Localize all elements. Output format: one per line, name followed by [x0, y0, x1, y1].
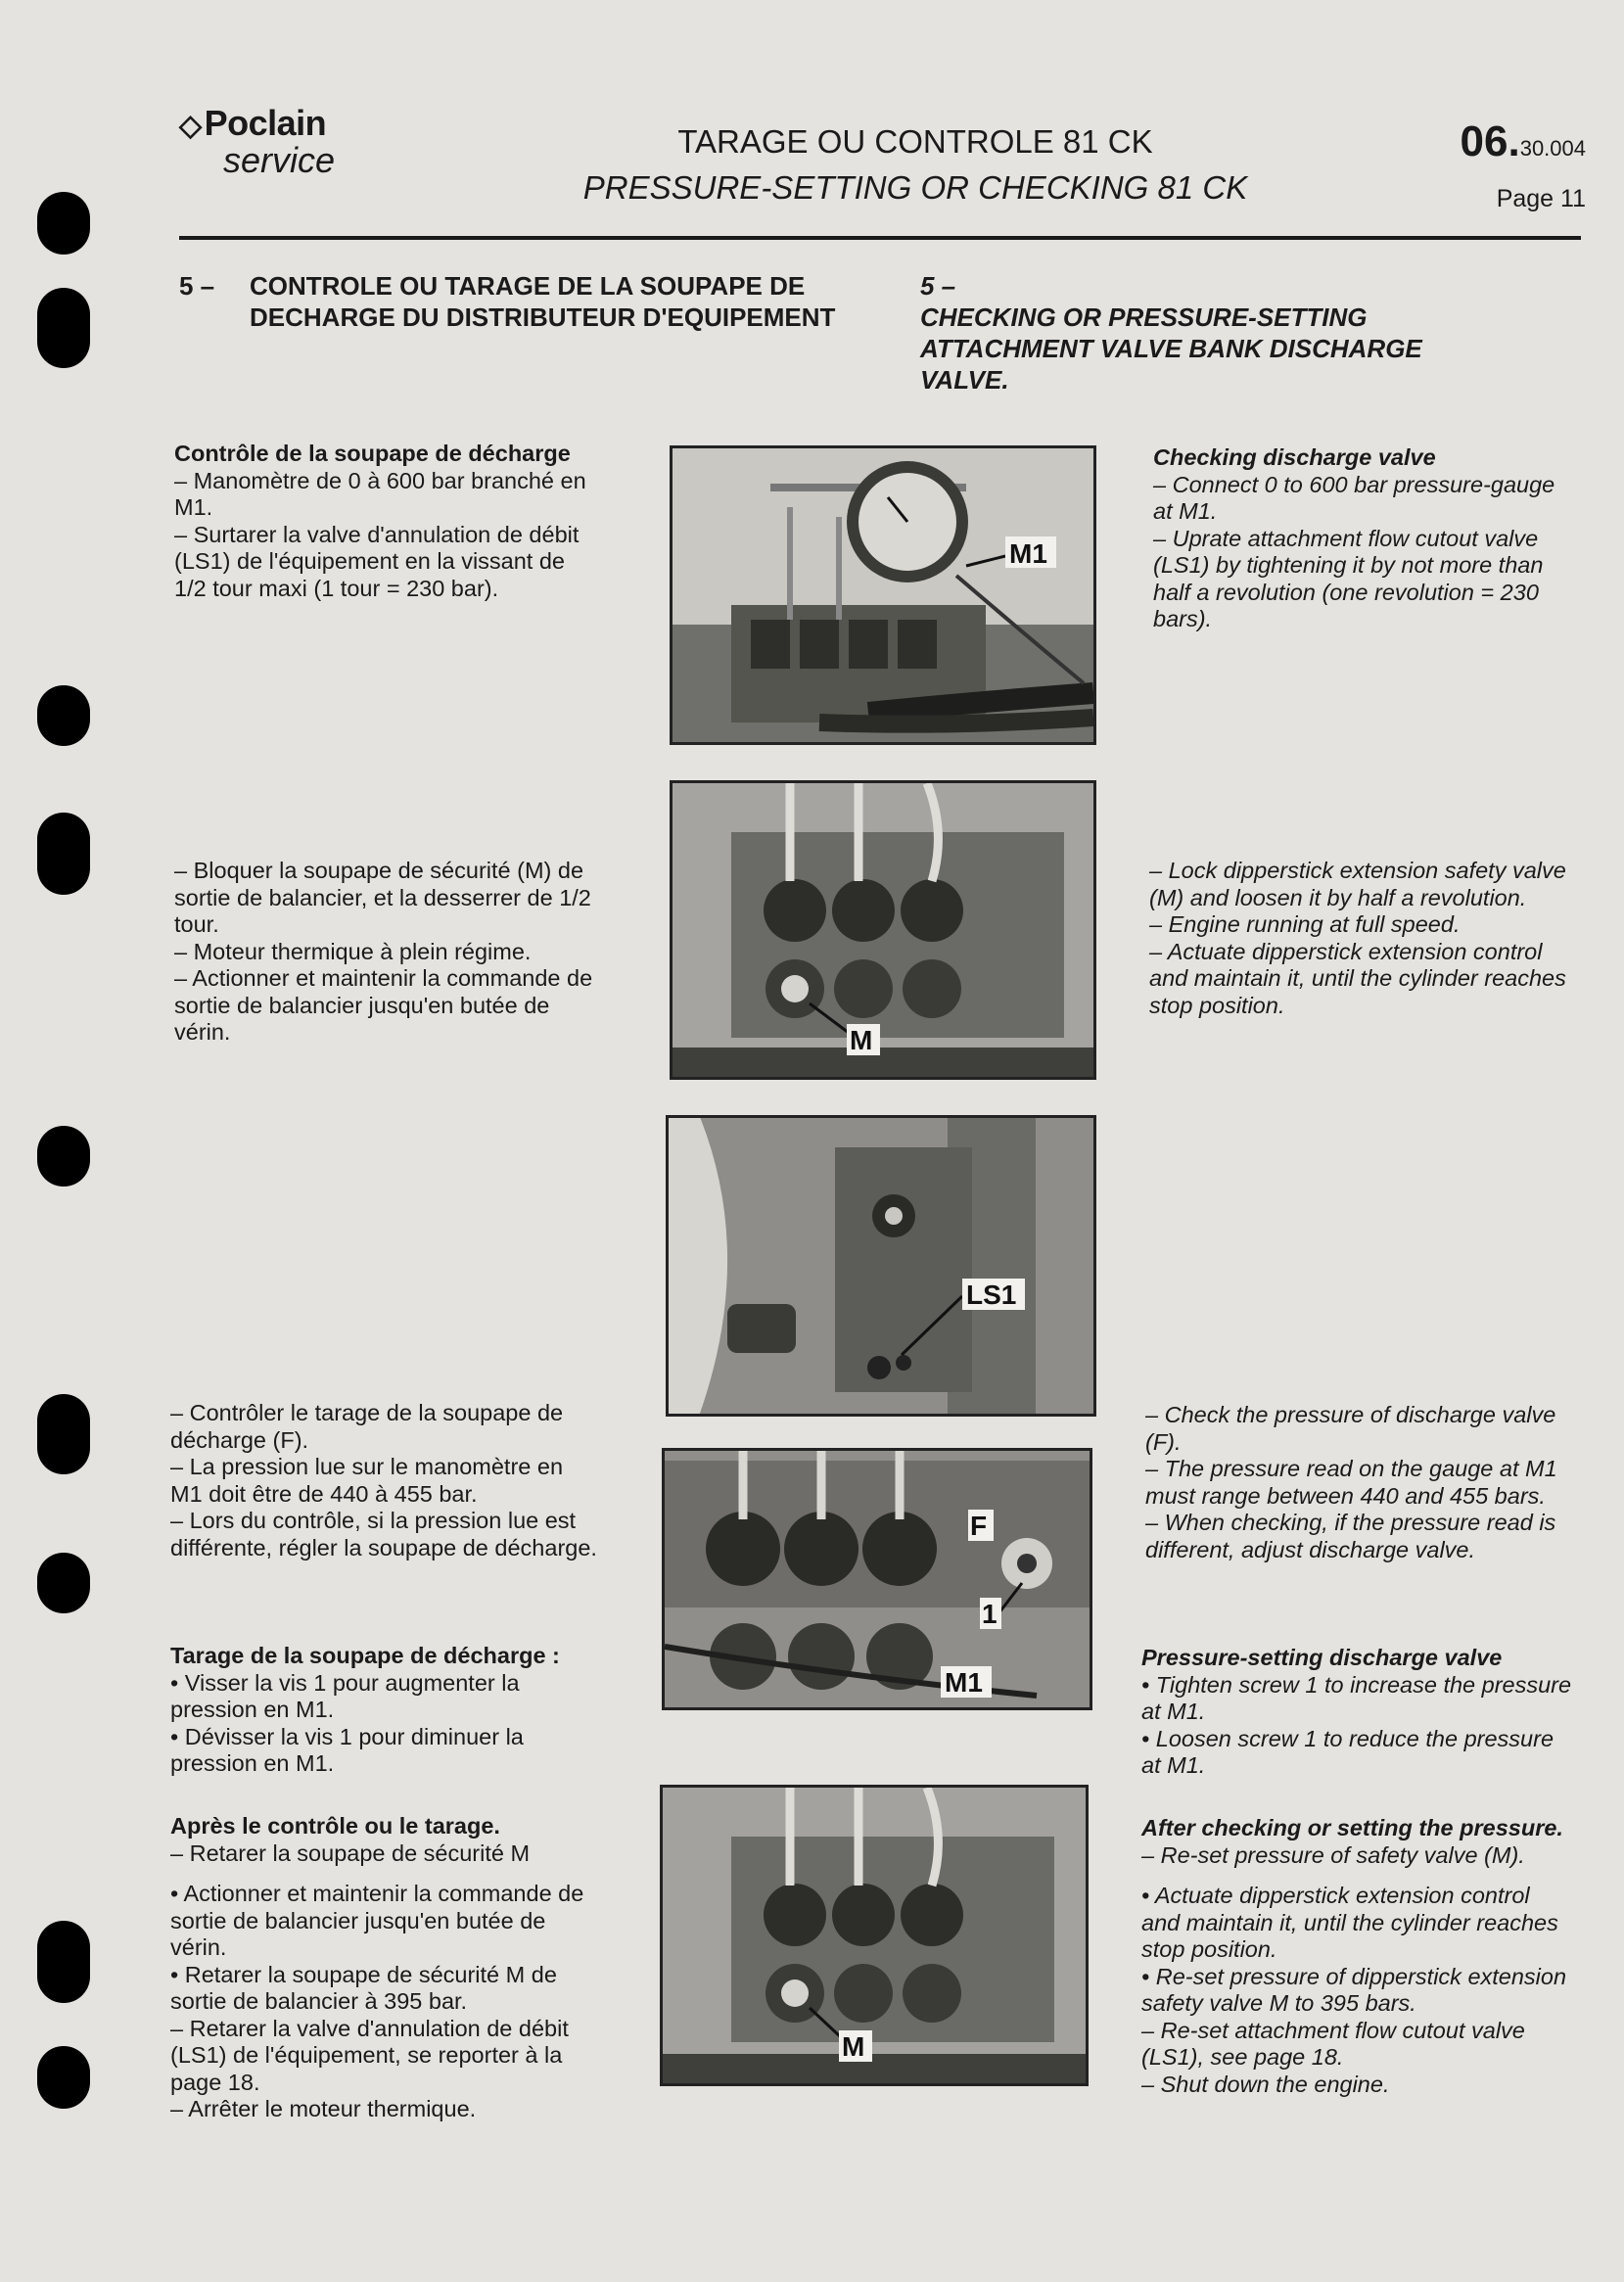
en-text: • Loosen screw 1 to reduce the pressure at M1.: [1141, 1725, 1554, 1778]
fr-text: – Surtarer la valve d'annulation de débit (LS1) de l'équipement en la vissant de 1/2 tour maxi (1 tour = 230 bar).: [174, 521, 580, 601]
photo-discharge-valve-f: [662, 1448, 1092, 1710]
label-m1: M1: [1009, 538, 1047, 569]
binder-hole: [37, 1921, 90, 2003]
poclain-logo: [179, 103, 326, 144]
label-screw-1: 1: [982, 1599, 998, 1629]
logo-text: Poclain: [204, 103, 327, 143]
binder-hole: [37, 685, 90, 746]
fr-text: – Moteur thermique à plein régime.: [174, 938, 532, 964]
photo-safety-valve-m-reset: [660, 1785, 1089, 2086]
en-block-check-pressure: [1145, 1402, 1572, 1563]
photo-gauge-m1: [670, 445, 1096, 745]
section-heading-en: CHECKING OR PRESSURE-SETTING ATTACHMENT VALVE BANK DISCHARGE VALVE.: [920, 303, 1422, 395]
fr-text: • Retarer la soupape de sécurité M de sortie de balancier à 395 bar.: [170, 1961, 557, 2014]
fr-heading-checking: Contrôle de la soupape de décharge: [174, 441, 571, 466]
en-block-checking: [1153, 444, 1580, 633]
binder-hole: [37, 1553, 90, 1613]
en-text: – Engine running at full speed.: [1149, 911, 1461, 937]
label-f: F: [970, 1511, 988, 1541]
fr-text: – Contrôler le tarage de la soupape de décharge (F).: [170, 1400, 564, 1453]
en-text: – Shut down the engine.: [1141, 2071, 1390, 2097]
diamond-logo-icon: ◇: [179, 110, 202, 142]
fr-block-checking: [174, 441, 601, 602]
en-text: – Re-set pressure of safety valve (M).: [1141, 1841, 1525, 1868]
en-text: • Re-set pressure of dipperstick extension safety valve M to 395 bars.: [1141, 1963, 1567, 2016]
page-number: Page 11: [1496, 185, 1586, 212]
en-text: • Actuate dipperstick extension control and maintain it, until the cylinder reaches stop position.: [1141, 1883, 1558, 1962]
fr-heading-setting: Tarage de la soupape de décharge :: [170, 1643, 560, 1668]
fr-heading-after: Après le contrôle ou le tarage.: [170, 1813, 500, 1839]
fr-text: – Manomètre de 0 à 600 bar branché en M1.: [174, 467, 586, 520]
label-m: M: [850, 1025, 873, 1055]
en-heading-after: After checking or setting the pressure.: [1141, 1815, 1563, 1840]
en-text: – Re-set attachment flow cutout valve (LS1), see page 18.: [1141, 2017, 1525, 2070]
section-number-en: 5 –: [920, 271, 956, 301]
doc-number: [1429, 117, 1586, 166]
binder-hole: [37, 1394, 90, 1474]
fr-text: – Actionner et maintenir la commande de sortie de balancier jusqu'en butée de vérin.: [174, 965, 593, 1045]
fr-block-lock: [174, 858, 601, 1047]
label-m1: M1: [945, 1667, 983, 1698]
fr-text: – La pression lue sur le manomètre en M1 doit être de 440 à 455 bar.: [170, 1454, 564, 1507]
en-block-setting: [1141, 1645, 1572, 1780]
fr-text: – Retarer la valve d'annulation de débit (LS1) de l'équipement, se reporter à la page 18.: [170, 2015, 569, 2095]
fr-text: • Actionner et maintenir la commande de sortie de balancier jusqu'en butée de vérin.: [170, 1881, 584, 1960]
doc-number-sub: 30.004: [1519, 136, 1586, 161]
doc-number-main: 06.: [1460, 117, 1520, 165]
en-text: – Uprate attachment flow cutout valve (LS1) by tightening it by not more than half a revolution (one revolution = 230 bars).: [1153, 525, 1544, 631]
en-text: – Actuate dipperstick extension control and maintain it, until the cylinder reaches stop position.: [1149, 938, 1566, 1018]
fr-text: – Bloquer la soupape de sécurité (M) de sortie de balancier, et la desserrer de 1/2 tour.: [174, 858, 591, 937]
fr-text: • Visser la vis 1 pour augmenter la pression en M1.: [170, 1669, 520, 1722]
section-title-fr: [179, 270, 864, 333]
page-title-en: PRESSURE-SETTING OR CHECKING 81 CK: [582, 169, 1248, 206]
fr-text: – Retarer la soupape de sécurité M: [170, 1840, 531, 1866]
service-label: service: [223, 140, 336, 180]
binder-hole: [37, 288, 90, 368]
fr-block-after: [170, 1813, 597, 2123]
section-number-fr: 5 –: [179, 271, 215, 301]
en-text: – Connect 0 to 600 bar pressure-gauge at M1.: [1153, 471, 1555, 524]
header-divider: [179, 236, 1581, 240]
en-block-lock: [1149, 858, 1580, 1019]
fr-block-check-pressure: [170, 1400, 597, 1561]
label-m: M: [842, 2031, 865, 2062]
fr-text: – Lors du contrôle, si la pression lue est différente, régler la soupape de décharge.: [170, 1508, 597, 1560]
en-text: – Lock dipperstick extension safety valve (M) and loosen it by half a revolution.: [1149, 858, 1566, 910]
en-block-after: [1141, 1815, 1572, 2098]
fr-text: • Dévisser la vis 1 pour diminuer la pression en M1.: [170, 1723, 524, 1776]
label-ls1: LS1: [966, 1280, 1017, 1310]
en-heading-setting: Pressure-setting discharge valve: [1141, 1645, 1503, 1670]
en-text: – The pressure read on the gauge at M1 must range between 440 and 455 bars.: [1145, 1456, 1557, 1509]
en-heading-checking: Checking discharge valve: [1153, 444, 1436, 470]
photo-safety-valve-m: [670, 780, 1096, 1080]
section-title-en: [920, 270, 1586, 396]
photo-valve-ls1: [666, 1115, 1096, 1417]
section-heading-fr: CONTROLE OU TARAGE DE LA SOUPAPE DE DECHARGE DU DISTRIBUTEUR D'EQUIPEMENT: [250, 271, 836, 332]
binder-hole: [37, 813, 90, 895]
fr-block-setting: [170, 1643, 597, 1778]
binder-hole: [37, 2046, 90, 2109]
binder-hole: [37, 192, 90, 255]
en-text: • Tighten screw 1 to increase the pressure at M1.: [1141, 1671, 1572, 1724]
en-text: – When checking, if the pressure read is different, adjust discharge valve.: [1145, 1510, 1556, 1562]
fr-text: – Arrêter le moteur thermique.: [170, 2096, 477, 2121]
binder-hole: [37, 1126, 90, 1187]
page-title-fr: TARAGE OU CONTROLE 81 CK: [677, 123, 1153, 160]
en-text: – Check the pressure of discharge valve (F).: [1145, 1402, 1556, 1455]
